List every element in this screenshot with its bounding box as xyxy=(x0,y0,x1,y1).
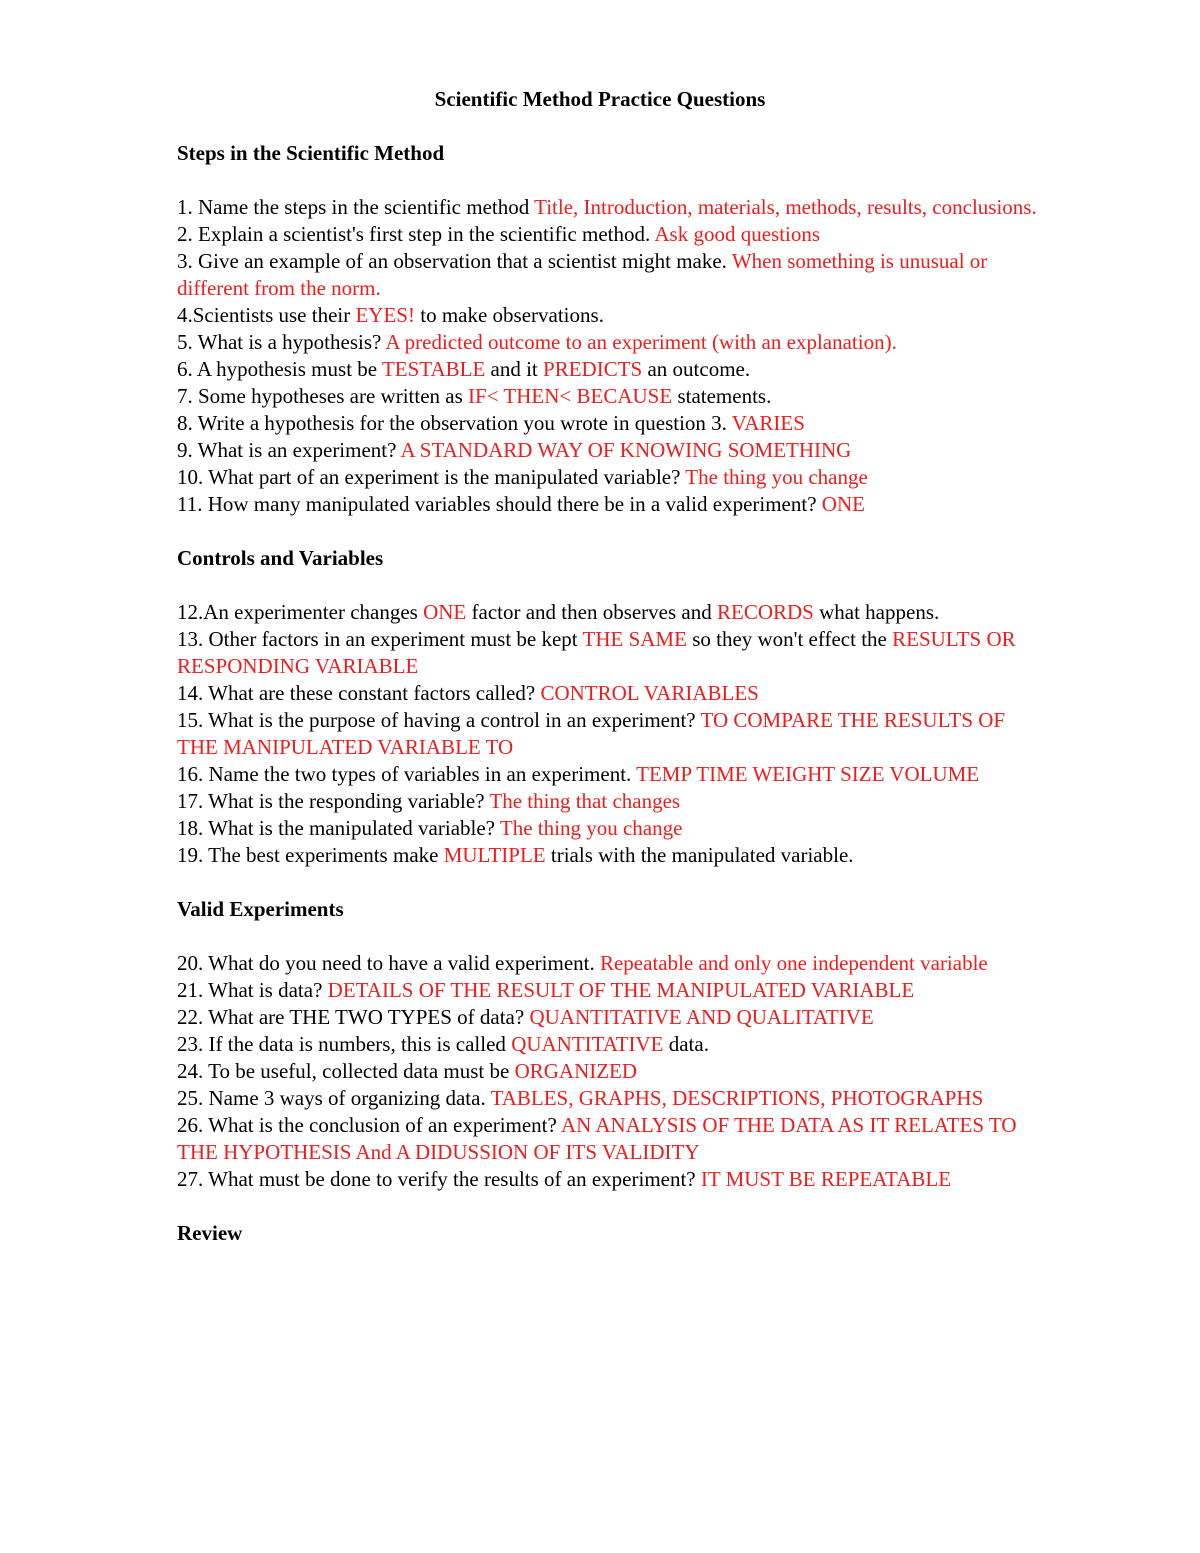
section-heading: Valid Experiments xyxy=(177,897,344,921)
question-text: an outcome. xyxy=(642,357,751,381)
answer-text: A predicted outcome to an experiment (with an explanation). xyxy=(385,330,897,354)
question-text: 26. What is the conclusion of an experiment? xyxy=(177,1113,561,1137)
question-item xyxy=(177,1112,1037,1166)
answer-text: QUANTITATIVE xyxy=(511,1032,664,1056)
question-text: 10. What part of an experiment is the manipulated variable? xyxy=(177,465,686,489)
question-text: statements. xyxy=(672,384,772,408)
question-text: 3. Give an example of an observation that a scientist might make. xyxy=(177,249,732,273)
answer-text: TESTABLE xyxy=(381,357,486,381)
section-heading: Steps in the Scientific Method xyxy=(177,141,445,165)
document-title: Scientific Method Practice Questions xyxy=(434,87,766,111)
answer-text: When something is unusual or different from the norm. xyxy=(177,249,988,300)
question-text: 12.An experimenter changes xyxy=(177,600,424,624)
answer-text: TABLES, GRAPHS, DESCRIPTIONS, PHOTOGRAPHS xyxy=(490,1086,984,1110)
question-item xyxy=(177,1031,1037,1058)
question-text: 27. What must be done to verify the results of an experiment? xyxy=(177,1167,701,1191)
question-text: 18. What is the manipulated variable? xyxy=(177,816,500,840)
question-item xyxy=(177,1166,1037,1193)
question-item xyxy=(177,950,1037,977)
question-item xyxy=(177,1058,1037,1085)
question-item xyxy=(177,383,1037,410)
answer-text: ORGANIZED xyxy=(514,1059,638,1083)
answer-text: TEMP TIME WEIGHT SIZE VOLUME xyxy=(636,762,980,786)
question-text: 21. What is data? xyxy=(177,978,328,1002)
answer-text: The thing you change xyxy=(499,816,683,840)
question-item xyxy=(177,329,1037,356)
section-heading: Review xyxy=(177,1221,243,1245)
answer-text: MULTIPLE xyxy=(443,843,546,867)
question-text: 11. How many manipulated variables should there be in a valid experiment? xyxy=(177,492,822,516)
question-item xyxy=(177,464,1037,491)
answer-text: Repeatable and only one independent variable xyxy=(599,951,988,975)
question-text: 25. Name 3 ways of organizing data. xyxy=(177,1086,491,1110)
answer-text: The thing you change xyxy=(685,465,868,489)
question-item xyxy=(177,680,1037,707)
question-text: and it xyxy=(485,357,544,381)
question-item xyxy=(177,302,1037,329)
answer-text: CONTROL VARIABLES xyxy=(540,681,759,705)
question-item xyxy=(177,248,1037,302)
question-text: so they won't effect the xyxy=(686,627,893,651)
answer-text: QUANTITATIVE AND QUALITATIVE xyxy=(529,1005,874,1029)
question-text: 24. To be useful, collected data must be xyxy=(177,1059,515,1083)
answer-text: TO COMPARE THE RESULTS OF THE MANIPULATED VARIABLE TO xyxy=(177,708,1006,759)
question-text: 16. Name the two types of variables in an experiment. xyxy=(177,762,637,786)
question-text: 2. Explain a scientist's first step in the scientific method. xyxy=(177,222,655,246)
question-text: 17. What is the responding variable? xyxy=(177,789,490,813)
answer-text: RECORDS xyxy=(717,600,814,624)
question-text: 1. Name the steps in the scientific method xyxy=(177,195,535,219)
answer-text: AN ANALYSIS OF THE DATA AS IT RELATES TO THE HYPOTHESIS And A DIDUSSION OF ITS VALIDITY xyxy=(177,1113,1017,1164)
answer-text: Title, Introduction, materials, methods, results, conclusions. xyxy=(534,195,1037,219)
question-item xyxy=(177,788,1037,815)
question-text: factor and then observes and xyxy=(466,600,717,624)
question-item xyxy=(177,410,1037,437)
question-text: 7. Some hypotheses are written as xyxy=(177,384,469,408)
question-item xyxy=(177,599,1037,626)
answer-text: THE SAME xyxy=(582,627,687,651)
question-item xyxy=(177,977,1037,1004)
answer-text: RESULTS OR RESPONDING VARIABLE xyxy=(177,627,1016,678)
question-item xyxy=(177,437,1037,464)
question-item xyxy=(177,1004,1037,1031)
question-text: 22. What are THE TWO TYPES of data? xyxy=(177,1005,530,1029)
question-item xyxy=(177,707,1037,761)
question-item xyxy=(177,815,1037,842)
question-text: 23. If the data is numbers, this is called xyxy=(177,1032,512,1056)
question-text: 20. What do you need to have a valid experiment. xyxy=(177,951,600,975)
question-item xyxy=(177,842,1037,869)
question-item xyxy=(177,356,1037,383)
answer-text: Ask good questions xyxy=(654,222,821,246)
answer-text: A STANDARD WAY OF KNOWING SOMETHING xyxy=(400,438,852,462)
question-item xyxy=(177,221,1037,248)
answer-text: The thing that changes xyxy=(489,789,681,813)
sections-container xyxy=(177,140,1037,1247)
question-text: 6. A hypothesis must be xyxy=(177,357,382,381)
question-text: 9. What is an experiment? xyxy=(177,438,401,462)
question-text: what happens. xyxy=(813,600,940,624)
question-list xyxy=(177,194,1037,518)
answer-text: IF< THEN< BECAUSE xyxy=(468,384,673,408)
section-heading: Controls and Variables xyxy=(177,546,384,570)
question-item xyxy=(177,761,1037,788)
question-item xyxy=(177,491,1037,518)
question-list xyxy=(177,950,1037,1193)
answer-text: IT MUST BE REPEATABLE xyxy=(700,1167,952,1191)
question-text: 4.Scientists use their xyxy=(177,303,356,327)
question-text: 13. Other factors in an experiment must be kept xyxy=(177,627,583,651)
question-list xyxy=(177,599,1037,869)
answer-text: ONE xyxy=(821,492,865,516)
answer-text: ONE xyxy=(423,600,467,624)
document-page xyxy=(177,86,1037,1274)
question-item xyxy=(177,626,1037,680)
answer-text: EYES! xyxy=(355,303,415,327)
question-text: 8. Write a hypothesis for the observation you wrote in question 3. xyxy=(177,411,732,435)
answer-text: DETAILS OF THE RESULT OF THE MANIPULATED VARIABLE xyxy=(327,978,915,1002)
question-item xyxy=(177,1085,1037,1112)
question-text: 15. What is the purpose of having a control in an experiment? xyxy=(177,708,701,732)
answer-text: VARIES xyxy=(731,411,805,435)
answer-text: PREDICTS xyxy=(543,357,643,381)
question-text: trials with the manipulated variable. xyxy=(545,843,854,867)
question-text: data. xyxy=(663,1032,709,1056)
question-text: 5. What is a hypothesis? xyxy=(177,330,386,354)
question-text: 14. What are these constant factors called? xyxy=(177,681,541,705)
question-item xyxy=(177,194,1037,221)
question-text: 19. The best experiments make xyxy=(177,843,444,867)
question-text: to make observations. xyxy=(414,303,604,327)
